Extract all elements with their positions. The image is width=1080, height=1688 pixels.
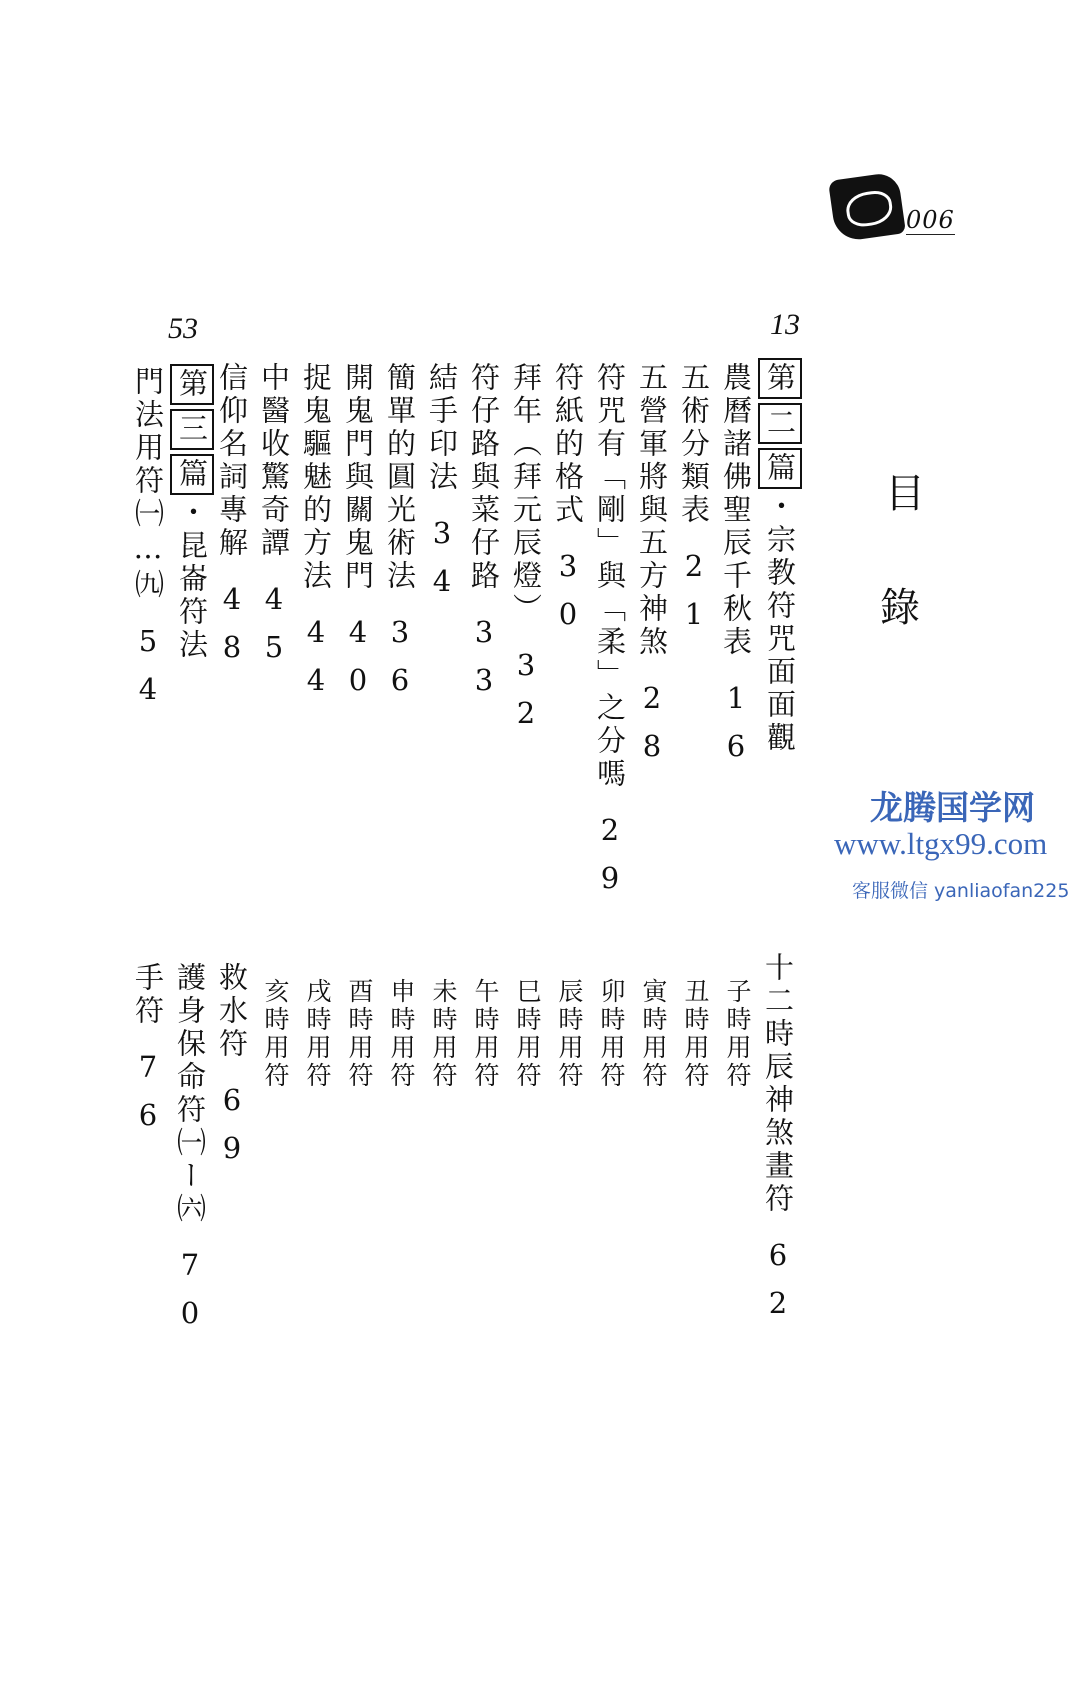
toc-entry-text: 門法用符㈠…㈨ <box>131 366 165 602</box>
toc-entry-page: 32 <box>509 648 543 744</box>
toc-entry-page: 21 <box>677 549 711 645</box>
toc-subentry: 午時用符 <box>471 978 500 1090</box>
toc-entry <box>380 362 420 711</box>
toc-entry <box>422 362 462 612</box>
toc-entry <box>632 362 672 777</box>
toc-entry <box>338 362 378 711</box>
toc-entry-page: 16 <box>719 681 753 777</box>
toc-subentry: 丑時用符 <box>681 978 710 1090</box>
toc-entry-text: 五營軍將與五方神煞 <box>635 362 669 659</box>
toc-entry-text: 救水符 <box>215 962 249 1061</box>
toc-entry-text: 中醫收驚奇譚 <box>257 362 291 560</box>
toc-entry-text: 符仔路與菜仔路 <box>467 362 501 593</box>
chapter-heading-3 <box>170 362 214 662</box>
toc-entry-page: 70 <box>173 1248 207 1344</box>
toc-entry-text: 十二時辰神煞畫符 <box>761 952 795 1216</box>
toc-entry-page: 36 <box>383 615 417 711</box>
toc-entry-text: 開鬼門與關鬼門 <box>341 362 375 593</box>
watermark-site-name: 龙腾国学网 <box>870 788 1035 827</box>
toc-entry <box>716 362 756 777</box>
toc-subentry: 未時用符 <box>429 978 458 1090</box>
handwritten-page-right: 13 <box>770 308 800 341</box>
toc-subentry: 亥時用符 <box>261 978 290 1090</box>
toc-entry-page: 30 <box>551 549 585 645</box>
toc-entry-page: 76 <box>131 1050 165 1146</box>
toc-entry-page: 34 <box>425 516 459 612</box>
toc-title-lu: 錄 <box>880 585 920 631</box>
chapter-box-di: 第 <box>758 358 802 399</box>
toc-subentry: 戌時用符 <box>303 978 332 1090</box>
toc-entry-text: 拜年（拜元辰燈） <box>509 362 543 626</box>
toc-entry-page: 54 <box>131 624 165 720</box>
chapter-box-pian: 篇 <box>170 454 214 495</box>
toc-entry-text: 信仰名詞專解 <box>215 362 249 560</box>
toc-entry-page: 29 <box>593 813 627 909</box>
toc-entry <box>170 962 210 1344</box>
toc-entry <box>128 366 168 720</box>
chapter-heading-2 <box>758 356 802 755</box>
seal-stamp-icon <box>828 171 906 242</box>
toc-subentry: 卯時用符 <box>597 978 626 1090</box>
toc-entry-text: 符紙的格式 <box>551 362 585 527</box>
toc-entry-page: 45 <box>257 582 291 678</box>
toc-entry-page: 62 <box>761 1238 795 1334</box>
chapter-box-di: 第 <box>170 364 214 405</box>
toc-entry-text: 手符 <box>131 962 165 1028</box>
chapter-box-pian: 篇 <box>758 448 802 489</box>
toc-entry-text: 結手印法 <box>425 362 459 494</box>
toc-entry-text: 符咒有「剛」與「柔」之分嗎 <box>593 362 627 791</box>
page-number: 006 <box>906 206 955 234</box>
toc-subentry: 辰時用符 <box>555 978 584 1090</box>
chapter-box-num: 二 <box>758 403 802 444</box>
toc-entry <box>212 362 252 678</box>
toc-subentry: 酉時用符 <box>345 978 374 1090</box>
toc-subentry: 子時用符 <box>723 978 752 1090</box>
toc-entry <box>254 362 294 678</box>
chapter-title: ・宗教符咒面面觀 <box>763 491 797 755</box>
toc-subentry: 申時用符 <box>387 978 416 1090</box>
toc-title-mu: 目 <box>885 471 925 517</box>
toc-entry <box>128 962 168 1146</box>
chapter-title: ・昆崙符法 <box>175 497 209 662</box>
watermark-url: www.ltgx99.com <box>834 826 1048 861</box>
toc-entry-page: 69 <box>215 1083 249 1179</box>
toc-entry <box>506 362 546 744</box>
toc-entry-text: 護身保命符㈠ー㈥ <box>173 962 207 1226</box>
watermark-contact: 客服微信 yanliaofan225 <box>852 880 1070 902</box>
toc-entry-text: 簡單的圓光術法 <box>383 362 417 593</box>
handwritten-page-left: 53 <box>168 312 198 345</box>
toc-entry-page: 33 <box>467 615 501 711</box>
toc-entry-text: 捉鬼驅魅的方法 <box>299 362 333 593</box>
toc-entry <box>674 362 714 645</box>
toc-entry-text: 五術分類表 <box>677 362 711 527</box>
toc-entry <box>212 962 252 1179</box>
toc-entry <box>464 362 504 711</box>
toc-subentry: 寅時用符 <box>639 978 668 1090</box>
toc-entry-text: 農曆諸佛聖辰千秋表 <box>719 362 753 659</box>
toc-subentry: 巳時用符 <box>513 978 542 1090</box>
chapter-box-num: 三 <box>170 409 214 450</box>
toc-entry-page: 48 <box>215 582 249 678</box>
toc-entry <box>296 362 336 711</box>
toc-entry <box>758 952 798 1334</box>
toc-entry <box>590 362 630 909</box>
toc-entry-page: 28 <box>635 681 669 777</box>
toc-entry-page: 40 <box>341 615 375 711</box>
toc-entry-page: 44 <box>299 615 333 711</box>
toc-entry <box>548 362 588 645</box>
